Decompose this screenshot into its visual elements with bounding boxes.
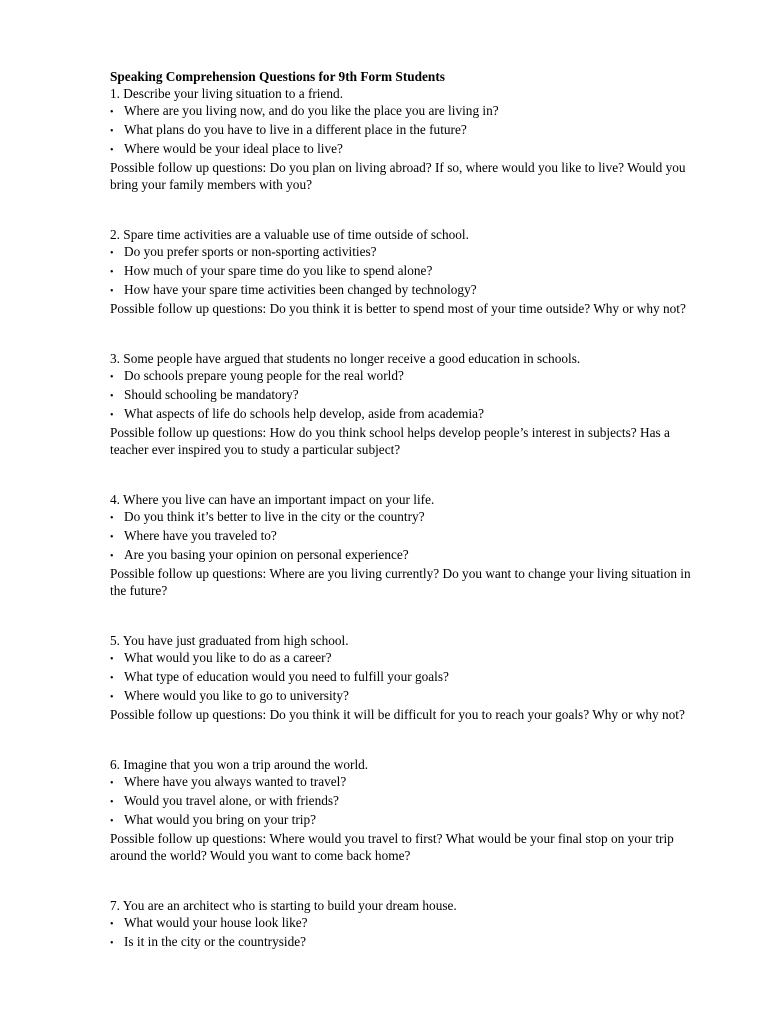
followup-questions: Possible follow up questions: Where are you living currently? Do you want to change your living situation in the future? bbox=[110, 566, 691, 598]
bullet-item bbox=[110, 933, 710, 952]
bullet-icon: • bbox=[110, 673, 114, 684]
bullet-text: What aspects of life do schools help develop, aside from academia? bbox=[124, 406, 484, 421]
bullet-icon: • bbox=[110, 692, 114, 703]
question-section bbox=[110, 350, 710, 458]
bullet-list bbox=[110, 508, 710, 565]
bullet-list bbox=[110, 773, 710, 830]
document-title: Speaking Comprehension Questions for 9th Form Students bbox=[110, 69, 445, 84]
bullet-text: How much of your spare time do you like to spend alone? bbox=[124, 263, 433, 278]
question-heading: 2. Spare time activities are a valuable use of time outside of school. bbox=[110, 227, 469, 242]
bullet-list bbox=[110, 367, 710, 424]
question-heading: 5. You have just graduated from high school. bbox=[110, 633, 349, 648]
bullet-item bbox=[110, 527, 710, 546]
bullet-item bbox=[110, 243, 710, 262]
bullet-icon: • bbox=[110, 145, 114, 156]
bullet-icon: • bbox=[110, 107, 114, 118]
followup-questions: Possible follow up questions: Do you plan on living abroad? If so, where would you like to live? Would you bring your family members with you? bbox=[110, 160, 686, 192]
bullet-item bbox=[110, 140, 710, 159]
bullet-item bbox=[110, 405, 710, 424]
followup-questions: Possible follow up questions: Where would you travel to first? What would be your final stop on your trip around the world? Would you want to come back home? bbox=[110, 831, 674, 863]
bullet-item bbox=[110, 649, 710, 668]
bullet-text: How have your spare time activities been changed by technology? bbox=[124, 282, 477, 297]
bullet-icon: • bbox=[110, 126, 114, 137]
followup-questions: Possible follow up questions: Do you think it is better to spend most of your time outside? Why or why not? bbox=[110, 301, 686, 316]
bullet-item bbox=[110, 668, 710, 687]
bullet-list bbox=[110, 649, 710, 706]
bullet-icon: • bbox=[110, 267, 114, 278]
bullet-text: Do you prefer sports or non-sporting activities? bbox=[124, 244, 377, 259]
bullet-item bbox=[110, 811, 710, 830]
sections-container bbox=[110, 85, 710, 952]
followup-questions: Possible follow up questions: Do you think it will be difficult for you to reach your goals? Why or why not? bbox=[110, 707, 685, 722]
question-section bbox=[110, 226, 710, 317]
bullet-icon: • bbox=[110, 410, 114, 421]
bullet-item bbox=[110, 262, 710, 281]
bullet-item bbox=[110, 386, 710, 405]
bullet-icon: • bbox=[110, 797, 114, 808]
bullet-text: What would you like to do as a career? bbox=[124, 650, 332, 665]
bullet-icon: • bbox=[110, 372, 114, 383]
bullet-item bbox=[110, 102, 710, 121]
bullet-text: Should schooling be mandatory? bbox=[124, 387, 299, 402]
bullet-icon: • bbox=[110, 919, 114, 930]
bullet-text: Do schools prepare young people for the real world? bbox=[124, 368, 404, 383]
bullet-text: Is it in the city or the countryside? bbox=[124, 934, 307, 949]
question-heading: 1. Describe your living situation to a friend. bbox=[110, 86, 344, 101]
bullet-text: Would you travel alone, or with friends? bbox=[124, 793, 339, 808]
question-section bbox=[110, 85, 710, 193]
document-page bbox=[110, 68, 710, 952]
bullet-icon: • bbox=[110, 513, 114, 524]
question-heading: 4. Where you live can have an important impact on your life. bbox=[110, 492, 435, 507]
bullet-text: Where would you like to go to university? bbox=[124, 688, 349, 703]
question-heading: 7. You are an architect who is starting to build your dream house. bbox=[110, 898, 457, 913]
bullet-text: What would your house look like? bbox=[124, 915, 308, 930]
bullet-list bbox=[110, 243, 710, 300]
bullet-icon: • bbox=[110, 391, 114, 402]
bullet-text: What plans do you have to live in a different place in the future? bbox=[124, 122, 467, 137]
bullet-icon: • bbox=[110, 551, 114, 562]
bullet-item bbox=[110, 914, 710, 933]
bullet-icon: • bbox=[110, 532, 114, 543]
bullet-item bbox=[110, 121, 710, 140]
bullet-text: What would you bring on your trip? bbox=[124, 812, 317, 827]
question-heading: 6. Imagine that you won a trip around the world. bbox=[110, 757, 369, 772]
bullet-item bbox=[110, 773, 710, 792]
bullet-item bbox=[110, 281, 710, 300]
bullet-icon: • bbox=[110, 778, 114, 789]
bullet-icon: • bbox=[110, 654, 114, 665]
question-section bbox=[110, 491, 710, 599]
bullet-item bbox=[110, 546, 710, 565]
bullet-icon: • bbox=[110, 286, 114, 297]
bullet-item bbox=[110, 687, 710, 706]
bullet-text: Where would be your ideal place to live? bbox=[124, 141, 343, 156]
bullet-list bbox=[110, 102, 710, 159]
question-section bbox=[110, 897, 710, 952]
bullet-text: Are you basing your opinion on personal experience? bbox=[124, 547, 409, 562]
bullet-list bbox=[110, 914, 710, 952]
bullet-icon: • bbox=[110, 248, 114, 259]
question-section bbox=[110, 632, 710, 723]
question-heading: 3. Some people have argued that students no longer receive a good education in schools. bbox=[110, 351, 581, 366]
bullet-item bbox=[110, 792, 710, 811]
question-section bbox=[110, 756, 710, 864]
bullet-item bbox=[110, 508, 710, 527]
bullet-icon: • bbox=[110, 938, 114, 949]
bullet-text: Where have you traveled to? bbox=[124, 528, 277, 543]
bullet-item bbox=[110, 367, 710, 386]
bullet-text: Where are you living now, and do you like the place you are living in? bbox=[124, 103, 499, 118]
followup-questions: Possible follow up questions: How do you think school helps develop people’s interest in subjects? Has a teacher ever inspired you to study a particular subject? bbox=[110, 425, 670, 457]
bullet-text: Where have you always wanted to travel? bbox=[124, 774, 347, 789]
bullet-text: What type of education would you need to fulfill your goals? bbox=[124, 669, 449, 684]
bullet-icon: • bbox=[110, 816, 114, 827]
bullet-text: Do you think it’s better to live in the city or the country? bbox=[124, 509, 425, 524]
